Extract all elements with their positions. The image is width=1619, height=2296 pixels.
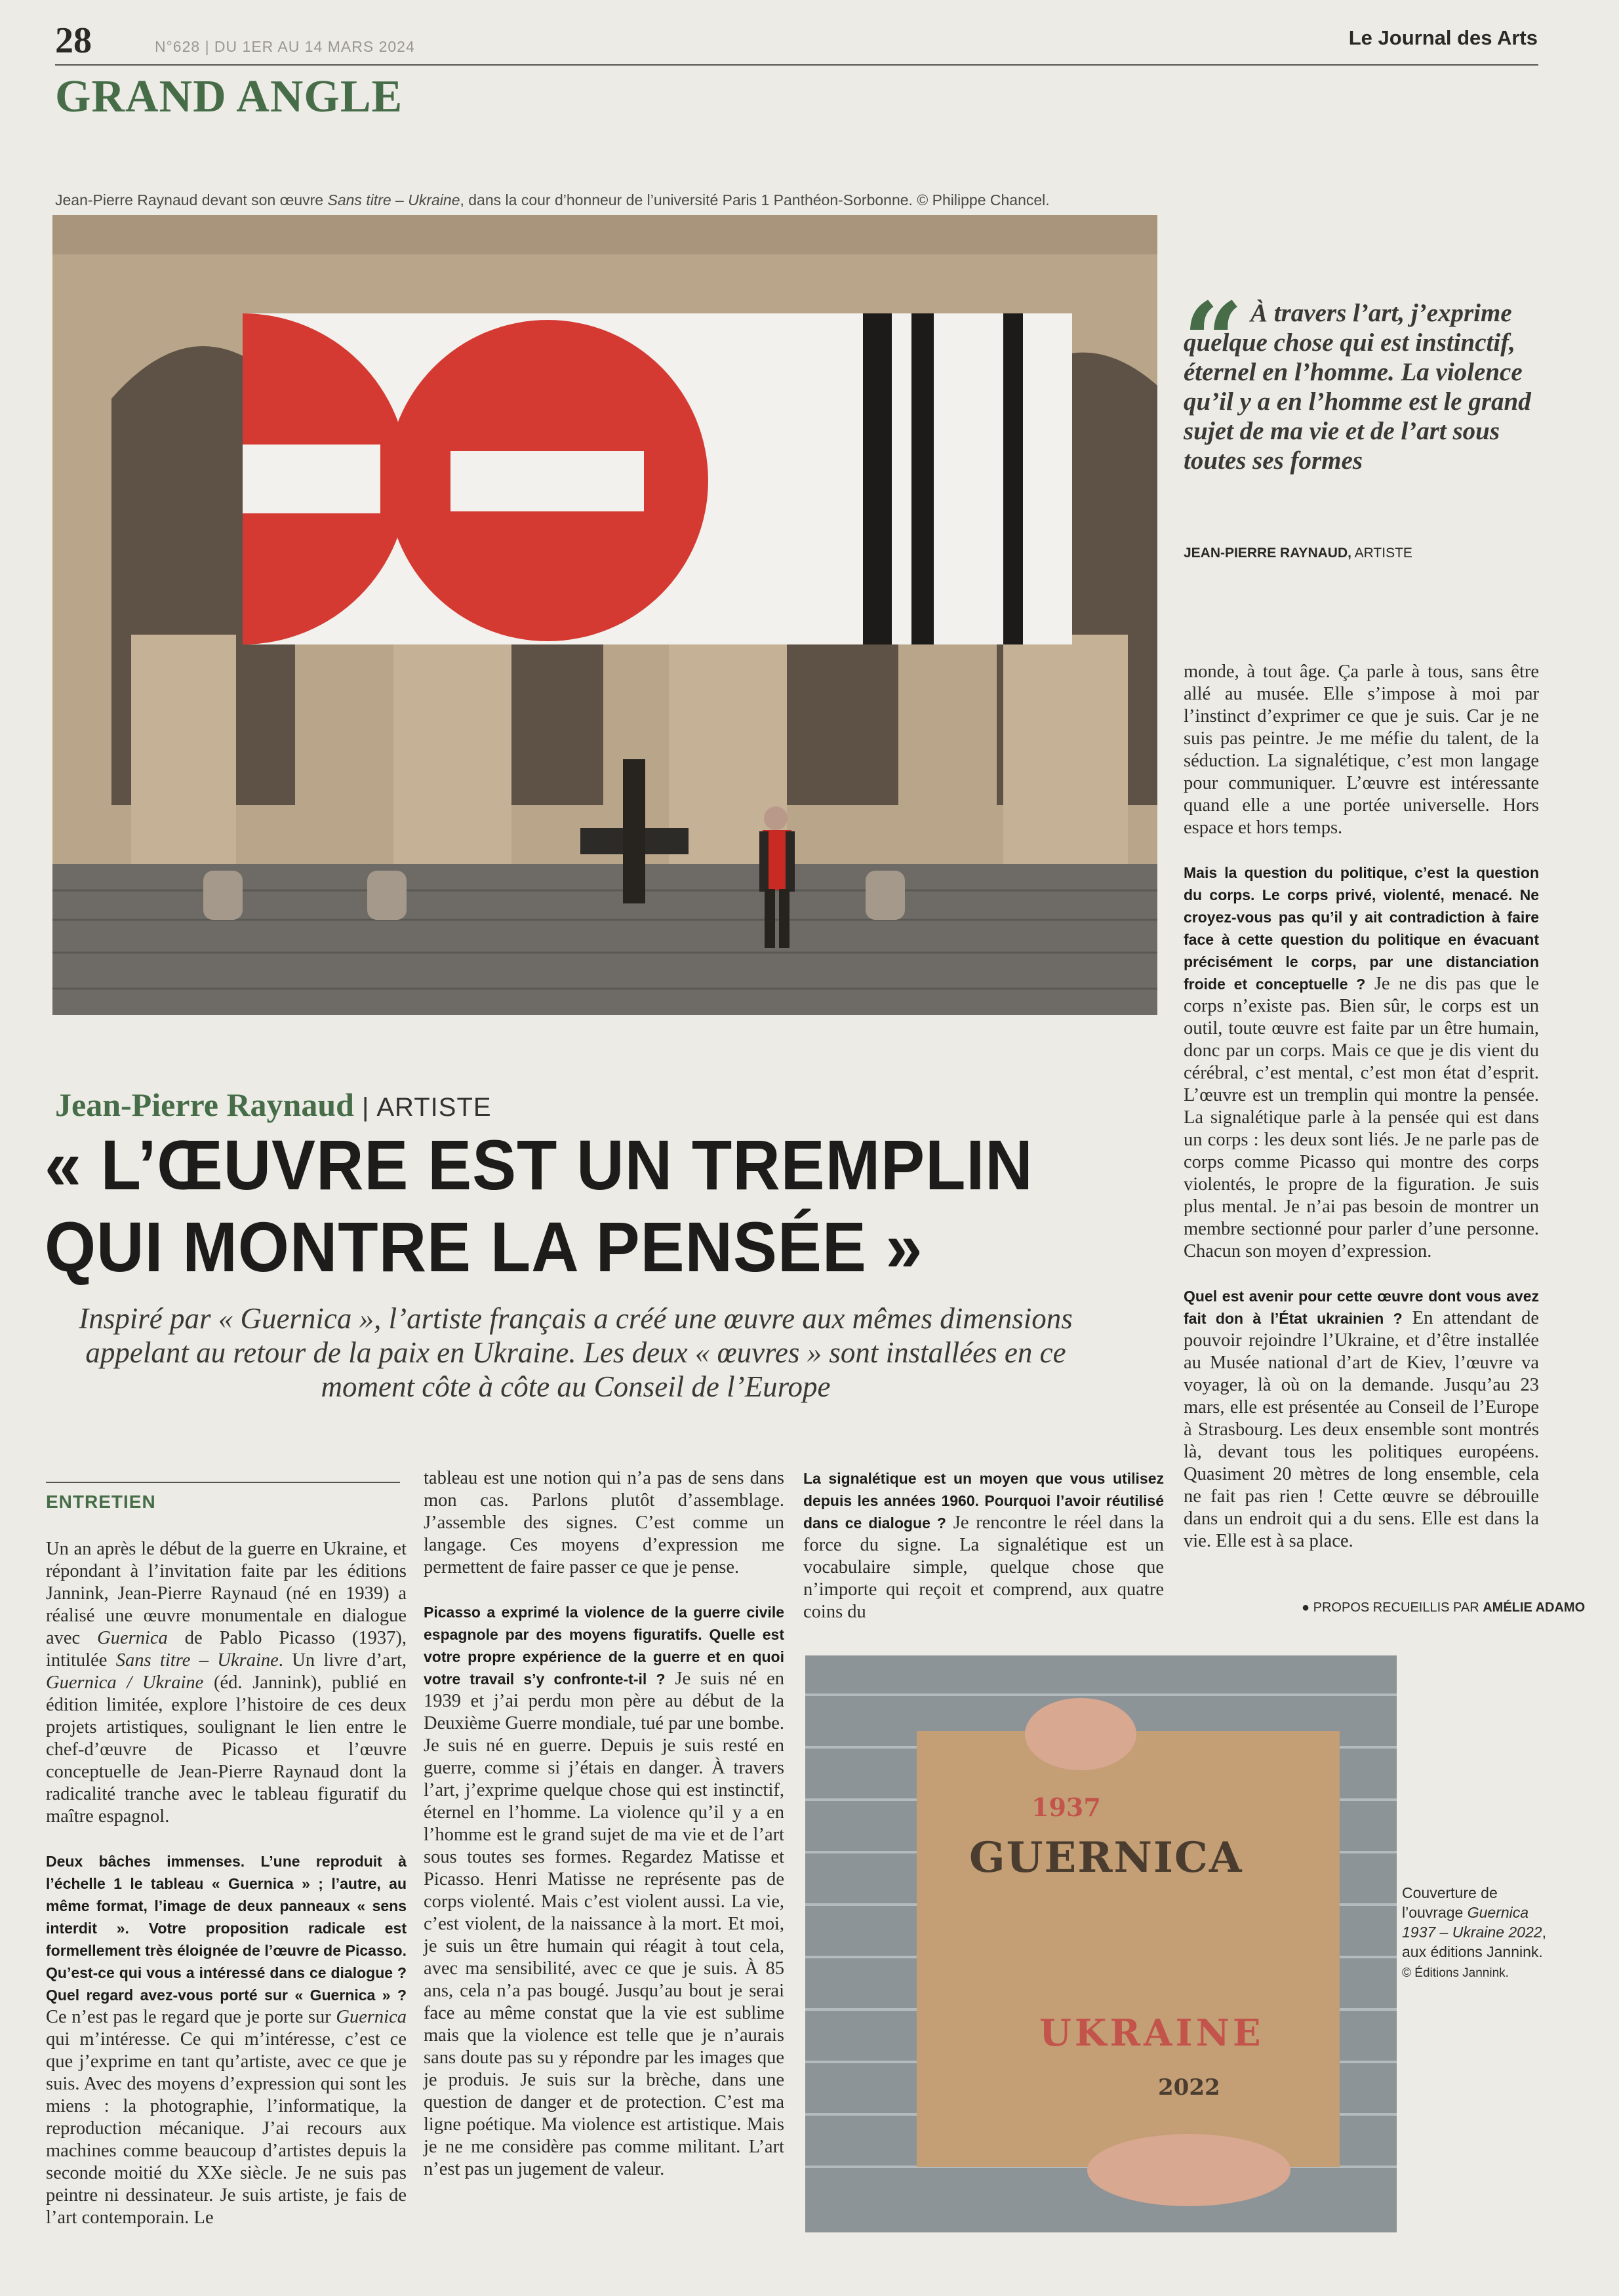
- byline-separator: |: [361, 1093, 369, 1122]
- cover-year-bottom: 2022: [1158, 2074, 1220, 2101]
- book-caption: Couverture de l’ouvrage Guernica 1937 – Ukraine 2022, aux éditions Jannink. © Éditions Jannink.: [1402, 1884, 1546, 1980]
- journal-name: Le Journal des Arts: [1348, 26, 1538, 49]
- qa-paragraph-1: Deux bâches immenses. L’une reproduit à l’échelle 1 le tableau « Guernica » ; l’autre, au même format, l’image de deux panneaux « sens interdit ». Votre proposition radicale est formellement très éloignée de l’œuvre de Picasso. Qu’est-ce qui vous a intéressé dans ce dialogue ? Quel regard avez-vous porté sur « Guernica » ? Ce n’est pas le regard que je porte sur Guernica qui m’intéresse. Ce qui m’intéresse, c’est ce que j’exprime en tant qu’artiste, avec ce que je suis. Avec des moyens d’expression qui sont les miens : la photographie, l’informatique, la reproduction mécanique. J’ai recours aux machines comme beaucoup d’artistes depuis la seconde moitié du XXe siècle. Je ne suis pas peintre ni dessinateur. Je suis artiste, je fais de l’art contemporain. Le: [46, 1853, 407, 2228]
- question-3: La signalétique est un moyen que vous utilisez depuis les années 1960. Pourquoi l’avoir réutilisé dans ce dialogue ?: [803, 1470, 1164, 1532]
- question-5: Quel est avenir pour cette œuvre dont vous avez fait don à l’État ukrainien ?: [1184, 1288, 1539, 1327]
- book-photo-credit: © Éditions Jannink.: [1402, 1966, 1509, 1980]
- photo-caption: Jean-Pierre Raynaud devant son œuvre Sans titre – Ukraine, dans la cour d’honneur de l’université Paris 1 Panthéon-Sorbonne. © Philippe Chancel.: [55, 191, 1050, 208]
- standfirst: Inspiré par « Guernica », l’artiste français a créé une œuvre aux mêmes dimensions appelant au retour de la paix en Ukraine. Les deux « œuvres » sont installées en ce moment côte à côte au Conseil de l’Europe: [79, 1302, 1073, 1403]
- column-3: [803, 1467, 1164, 1623]
- cover-title-top: GUERNICA: [969, 1833, 1243, 1882]
- entretien-rule: [46, 1482, 400, 1483]
- qa-paragraph-2: Picasso a exprimé la violence de la guerre civile espagnole par des moyens figuratifs. Quelle est votre propre expérience de la guerre et en quoi votre travail s’y confronte-t-il ? Je suis né en 1939 et j’ai perdu mon père au début de la Deuxième Guerre mondiale, tué par une bombe. Je suis né en guerre. Depuis je suis resté en guerre, comme si j’étais en danger. À travers l’art, j’exprime quelque chose qui est instinctif, éternel en l’homme. La violence qu’il y a en l’homme est le grand sujet de ma vie et de l’art sous toutes ses formes. Regardez Matisse et Picasso. Henri Matisse ne représente pas de corps violenté. Mais c’est violent aussi. La vie, c’est violent, de la naissance à la mort. Et moi, je suis un être humain qui réagit à tout cela, avec ma sensibilité, avec ce que je suis. À 85 ans, cela n’a pas bougé. Jusqu’au bout je serai face au même constat que la vie est sublime mais que la violence est telle que je n’aurais sans doute pas su y répondre par les images que je produis. Je suis sur la brèche, dans une question de danger et de protection. C’est ma ligne poétique. Ma violence est artistique. Mais je ne me considère pas comme militant. L’art n’est pas un jugement de valeur.: [424, 1604, 784, 2179]
- issue-info: N°628 | DU 1ER AU 14 MARS 2024: [155, 38, 415, 55]
- headline-line-2: QUI MONTRE LA PENSÉE »: [45, 1207, 923, 1286]
- headline-line-1: « L’ŒUVRE EST UN TREMPLIN: [45, 1125, 1033, 1204]
- column-2: [424, 1467, 784, 2181]
- quote-mark: “: [1183, 279, 1244, 403]
- pull-quote: À travers l’art, j’exprime quelque chose qui est instinctif, éternel en l’homme. La violence qu’il y a en l’homme est le grand sujet de ma vie et de l’art sous toutes ses formes: [1184, 299, 1531, 475]
- page-number: 28: [55, 20, 92, 61]
- header-rule: [55, 64, 1538, 66]
- answer-1-continued: tableau est une notion qui n’a pas de sens dans mon cas. Parlons plutôt d’assemblage. J’assemble des signes. C’est comme un langage. Ces moyens d’expression me permettent de faire passer ce que je pense.: [424, 1468, 784, 1577]
- cover-year-top: 1937: [1031, 1792, 1101, 1822]
- artwork-title: Sans titre – Ukraine: [327, 191, 460, 208]
- answer-3-continued: monde, à tout âge. Ça parle à tous, sans être allé au musée. Elle s’impose à moi par l’instinct d’exprimer ce que je suis. Car je ne suis pas peintre. Je me méfie du talent, de la séduction. La signalétique, c’est mon langage pour communiquer. L’œuvre est intéressante quand elle a une portée universelle. Hors espace et hors temps.: [1184, 662, 1539, 838]
- qa-paragraph-3: La signalétique est un moyen que vous utilisez depuis les années 1960. Pourquoi l’avoir réutilisé dans ce dialogue ? Je rencontre le réel dans la force du signe. La signalétique est un vocabulaire simple, quelque chose que n’importe qui reçoit et comprend, aux quatre coins du: [803, 1470, 1164, 1622]
- interviewee-name: Jean-Pierre Raynaud: [55, 1086, 354, 1123]
- question-2: Picasso a exprimé la violence de la guerre civile espagnole par des moyens figuratifs. Quelle est votre propre expérience de la guerre et en quoi votre travail s’y confronte-t-il ?: [424, 1604, 784, 1688]
- book-title: Guernica 1937 – Ukraine 2022: [1402, 1904, 1542, 1941]
- entretien-label: ENTRETIEN: [46, 1492, 156, 1512]
- cover-title-bottom: UKRAINE: [1039, 2011, 1264, 2055]
- question-1: Deux bâches immenses. L’une reproduit à l’échelle 1 le tableau « Guernica » ; l’autre, au même format, l’image de deux panneaux « sens interdit ». Votre proposition radicale est formellement très éloignée de l’œuvre de Picasso. Qu’est-ce qui vous a intéressé dans ce dialogue ? Quel regard avez-vous porté sur « Guernica » ?: [46, 1853, 407, 2004]
- intro-paragraph: Un an après le début de la guerre en Ukraine, et répondant à l’invitation faite par les éditions Jannink, Jean-Pierre Raynaud (né en 1939) a réalisé une œuvre monumentale en dialogue avec Guernica de Pablo Picasso (1937), intitulée Sans titre – Ukraine. Un livre d’art, Guernica / Ukraine (éd. Jannink), publié en édition limitée, explore l’histoire de ces deux projets artistiques, soulignant le lien entre le chef-d’œuvre de Picasso et l’œuvre conceptuelle de Jean-Pierre Raynaud dont la radicalité tranche avec le tableau figuratif du maître espagnol.: [46, 1539, 407, 1827]
- section-title: GRAND ANGLE: [55, 71, 403, 122]
- byline: [55, 1086, 492, 1124]
- interview-credit: ● PROPOS RECUEILLIS PAR AMÉLIE ADAMO: [1302, 1600, 1586, 1615]
- qa-paragraph-4: Mais la question du politique, c’est la question du corps. Le corps privé, violenté, menacé. Ne croyez-vous pas qu’il y ait contradiction à faire face à cette question du politique en évacuant précisément le corps, par une distanciation froide et conceptuelle ? Je ne dis pas que le corps n’existe pas. Bien sûr, le corps est un outil, toute œuvre est faite par un être humain, donc par un corps. Mais ce que je dis vient du cérébral, c’est mental, c’est mon état d’esprit. L’œuvre est un tremplin qui montre la pensée. La signalétique parle à la pensée qui est dans un corps : les deux sont liés. Je ne parle pas de corps comme Picasso qui montre des corps violentés, le propre de la figuration. Je suis plus mental. Je n’ai pas besoin de montrer un membre sectionné pour parler d’une personne. Chacun son moyen d’expression.: [1184, 864, 1540, 1261]
- column-4: [1184, 661, 1539, 1553]
- book-cover-photo: [805, 1655, 1397, 2232]
- pull-quote-author: JEAN-PIERRE RAYNAUD, ARTISTE: [1184, 545, 1412, 561]
- main-photo: [52, 215, 1157, 1015]
- qa-paragraph-5: Quel est avenir pour cette œuvre dont vous avez fait don à l’État ukrainien ? En attendant de pouvoir rejoindre l’Ukraine, et d’être installée au Musée national d’art de Kiev, l’œuvre va voyager, là où on la demande. Jusqu’au 23 mars, elle est présentée au Conseil de l’Europe à Strasbourg. Les deux ensemble sont montrés là, devant tous les politiques européens. Quasiment 20 mètres de long ensemble, cela ne fait pas rien ! Cette œuvre se débrouille dans un endroit qui a du sens. Elle est dans la vie. Elle est à sa place.: [1184, 1288, 1539, 1551]
- interviewee-role: ARTISTE: [376, 1093, 492, 1122]
- question-4: Mais la question du politique, c’est la question du corps. Le corps privé, violenté, menacé. Ne croyez-vous pas qu’il y ait contradiction à faire face à cette question du politique en évacuant précisément le corps, par une distanciation froide et conceptuelle ?: [1184, 864, 1539, 993]
- column-1: [46, 1538, 407, 2229]
